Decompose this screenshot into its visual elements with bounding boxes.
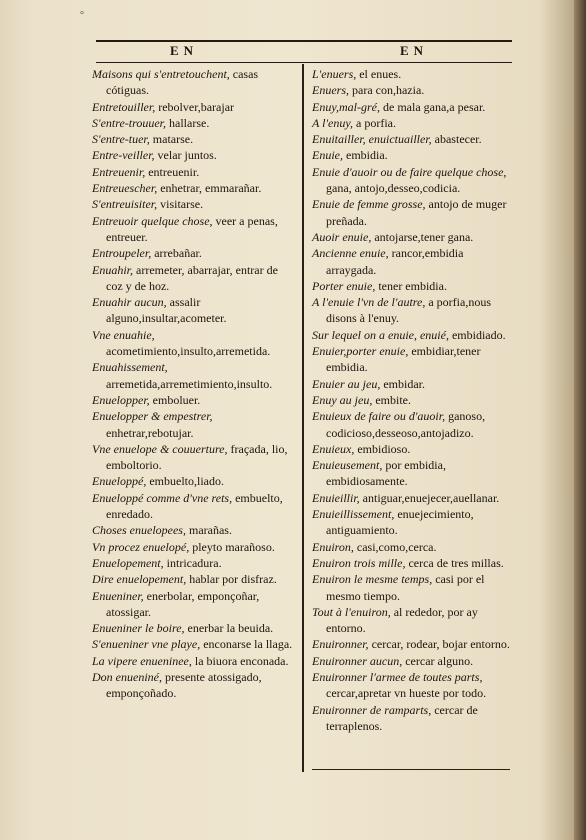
entry-translation: el enues. — [359, 67, 402, 81]
dictionary-entry — [92, 294, 296, 327]
entry-headword: Dire enuelopement, — [92, 572, 187, 587]
dictionary-entry — [312, 571, 514, 604]
dictionary-entry — [312, 408, 514, 441]
dictionary-entry — [92, 213, 296, 246]
entry-headword: Enueloppé, — [92, 474, 147, 489]
entry-headword: Enuy,mal-gré, — [312, 99, 380, 114]
entry-headword: Enuelopement, — [92, 555, 164, 570]
dictionary-entry — [312, 196, 514, 229]
dictionary-entry — [312, 131, 514, 147]
entry-headword: Enuieusement, — [312, 458, 383, 473]
entry-headword: Enuironner de ramparts, — [312, 702, 432, 717]
dictionary-entry — [92, 490, 296, 523]
entry-headword: Entroupeler, — [92, 246, 152, 261]
entry-headword: Entretouiller, — [92, 99, 156, 114]
dictionary-entry — [92, 245, 296, 261]
entry-translation: gana, antojo,desseo,codicia. — [326, 181, 461, 196]
dictionary-entry — [92, 522, 296, 538]
dictionary-entry — [312, 539, 514, 555]
entry-translation: arremeter, abarrajar, entrar de coz y de hoz. — [106, 262, 278, 293]
entry-translation: abastecer. — [434, 132, 482, 147]
dictionary-entry — [312, 99, 514, 115]
entry-translation: cerca de tres millas. — [408, 555, 504, 570]
entry-translation: emboluer. — [152, 392, 201, 407]
entry-translation: embidar. — [383, 376, 425, 391]
entry-translation: la biuora enconada. — [194, 653, 289, 668]
dictionary-entry — [312, 115, 514, 131]
dictionary-entry — [92, 164, 296, 180]
dictionary-entry — [92, 66, 296, 99]
dictionary-entry — [92, 359, 296, 392]
entry-headword: Enuironner, — [312, 637, 369, 652]
entry-translation: arrebañar. — [154, 246, 202, 261]
entry-translation: intricadura. — [166, 555, 222, 570]
entry-headword: Choses enuelopees, — [92, 523, 186, 538]
dictionary-entry — [312, 66, 514, 82]
entry-translation: cercar, rodear, bojar entorno. — [371, 637, 510, 652]
entry-headword: Entreuoir quelque chose, — [92, 213, 213, 228]
entry-headword: Don enueniné, — [92, 669, 162, 684]
corner-mark: ° — [80, 10, 84, 21]
entry-headword: Vn procez enuelopé, — [92, 539, 190, 554]
entry-translation: a porfia. — [356, 115, 396, 130]
entry-headword: Maisons qui s'entretouchent, — [92, 67, 230, 81]
dictionary-entry — [312, 343, 514, 376]
entry-translation: veer a penas, entreuer. — [106, 213, 278, 244]
entry-translation: de mala gana,a pesar. — [383, 99, 486, 114]
entry-translation: antojarse,tener gana. — [374, 229, 474, 244]
entry-headword: A l'enuy, — [312, 115, 354, 130]
entry-translation: hablar por disfraz. — [189, 572, 277, 587]
entry-headword: Enuahir, — [92, 262, 134, 277]
entry-headword: Enuier au jeu, — [312, 376, 381, 391]
entry-translation: fraçada, lio, emboltorio. — [106, 441, 288, 473]
dictionary-entry — [92, 571, 296, 587]
entry-translation: embidiar,tener embidia. — [326, 344, 481, 375]
entry-headword: Porter enuie, — [312, 278, 376, 293]
entry-translation: enhetrar, emmarañar. — [160, 181, 262, 196]
column-divider — [302, 64, 304, 772]
entry-translation: al rededor, por ay entorno. — [326, 604, 478, 636]
entry-headword: Entreuenir, — [92, 164, 146, 179]
entry-translation: embite. — [375, 392, 411, 407]
entry-headword: Ancienne enuie, — [312, 246, 389, 261]
entry-headword: La vipere enueninee, — [92, 653, 192, 668]
header-rule-bottom — [96, 62, 512, 63]
entry-translation: marañas. — [188, 523, 232, 538]
entry-headword: Sur lequel on a enuie, enuié, — [312, 327, 449, 342]
dictionary-entry — [312, 245, 514, 278]
dictionary-entry — [312, 457, 514, 490]
entry-headword: Entre-veiller, — [92, 148, 155, 163]
dictionary-entry — [312, 490, 514, 506]
entry-headword: Entreuescher, — [92, 181, 158, 196]
entry-headword: A l'enuie l'vn de l'autre, — [312, 295, 426, 310]
entry-translation: para con,hazia. — [352, 83, 425, 98]
dictionary-entry — [92, 441, 296, 474]
entry-headword: Enuie de femme grosse, — [312, 197, 426, 212]
entry-translation: entreuenir. — [148, 164, 200, 179]
entry-translation: hallarse. — [169, 115, 210, 130]
entry-translation: enerbolar, emponçoñar, atossigar. — [106, 588, 260, 619]
entry-headword: Enuie d'auoir ou de faire quelque chose, — [312, 164, 507, 179]
entry-headword: Enuieux, — [312, 441, 355, 456]
dictionary-entry — [312, 392, 514, 408]
dictionary-entry — [312, 506, 514, 539]
entry-headword: Enueniner le boire, — [92, 621, 185, 636]
entry-headword: L'enuers, — [312, 67, 357, 81]
entry-headword: Enuironner l'armee de toutes parts, — [312, 669, 483, 684]
entry-translation: arremetida,arremetimiento,insulto. — [106, 376, 273, 391]
right-column — [312, 66, 514, 734]
dictionary-entry — [92, 636, 296, 652]
dictionary-entry — [92, 669, 296, 702]
dictionary-entry — [92, 115, 296, 131]
entry-headword: Enuelopper, — [92, 392, 150, 407]
dictionary-entry — [312, 327, 514, 343]
entry-headword: Tout à l'enuiron, — [312, 604, 391, 619]
dictionary-entry — [312, 636, 514, 652]
entry-headword: Enuironner aucun, — [312, 653, 403, 668]
entry-headword: S'entre-tuer, — [92, 132, 150, 147]
entry-translation: velar juntos. — [157, 148, 217, 163]
entry-translation: pleyto marañoso. — [192, 539, 275, 554]
entry-headword: Enuy au jeu, — [312, 392, 373, 407]
entry-headword: Enueloppé comme d'vne rets, — [92, 490, 233, 505]
dictionary-entry — [92, 408, 296, 441]
entry-translation: casas cótiguas. — [106, 67, 259, 98]
entry-translation: cercar,apretar vn hueste por todo. — [326, 686, 487, 701]
entry-translation: embuelto, enredado. — [106, 490, 283, 522]
dictionary-entry — [92, 262, 296, 295]
dictionary-entry — [312, 555, 514, 571]
dictionary-entry — [312, 441, 514, 457]
dictionary-entry — [92, 555, 296, 571]
entry-translation: embidiado. — [451, 327, 506, 342]
entry-translation: casi,como,cerca. — [356, 539, 437, 554]
entry-headword: Vne enuelope & couuerture, — [92, 441, 228, 456]
dictionary-entry — [312, 604, 514, 637]
entry-headword: Enuelopper & empestrer, — [92, 409, 213, 424]
entry-translation: cercar de terraplenos. — [326, 702, 478, 733]
entry-headword: Enuie, — [312, 148, 343, 163]
entry-headword: Enuitailler, enuictuailler, — [312, 132, 432, 147]
dictionary-entry — [312, 147, 514, 163]
entry-translation: casi por el mesmo tiempo. — [326, 572, 485, 603]
header-rule-top — [96, 40, 512, 42]
dictionary-entry — [312, 294, 514, 327]
entry-translation: embidioso. — [357, 441, 411, 456]
entry-headword: Enuieillissement, — [312, 507, 395, 522]
entry-translation: assalir alguno,insultar,acometer. — [106, 295, 227, 326]
page-gutter-shadow — [574, 0, 586, 840]
entry-translation: embuelto,liado. — [149, 474, 224, 489]
dictionary-entry — [92, 653, 296, 669]
dictionary-entry — [312, 669, 514, 702]
entry-headword: Enuahissement, — [92, 360, 168, 375]
dictionary-entry — [92, 588, 296, 621]
entry-translation: antiguar,enuejecer,auellanar. — [362, 490, 500, 505]
column-end-rule — [312, 769, 510, 770]
entry-translation: ganoso, codicioso,desseoso,antojadizo. — [326, 409, 486, 440]
entry-translation: enerbar la beuida. — [187, 621, 274, 636]
dictionary-entry — [92, 392, 296, 408]
running-head-right: EN — [400, 43, 429, 58]
entry-headword: Enueniner, — [92, 588, 144, 603]
entry-translation: visitarse. — [160, 197, 204, 212]
left-column — [92, 66, 296, 702]
entry-translation: por embidia, embidiosamente. — [326, 458, 446, 489]
entry-headword: Enuieux de faire ou d'auoir, — [312, 409, 446, 424]
entry-headword: Vne enuahie, — [92, 327, 155, 342]
entry-headword: Enuiron, — [312, 539, 354, 554]
entry-headword: S'entre-trouuer, — [92, 115, 166, 130]
entry-headword: S'entreuisiter, — [92, 197, 158, 212]
entry-translation: enhetrar,rebotujar. — [106, 425, 194, 440]
dictionary-entry — [92, 327, 296, 360]
entry-translation: tener embidia. — [378, 278, 447, 293]
dictionary-entry — [312, 376, 514, 392]
dictionary-entry — [312, 702, 514, 735]
dictionary-entry — [92, 620, 296, 636]
dictionary-entry — [92, 196, 296, 212]
entry-translation: a porfia,nous disons à l'enuy. — [326, 295, 491, 326]
entry-headword: Enuier,porter enuie, — [312, 344, 409, 359]
entry-headword: Enuiron le mesme temps, — [312, 572, 433, 587]
entry-headword: Enuers, — [312, 83, 349, 98]
entry-translation: enuejecimiento, antiguamiento. — [326, 507, 474, 538]
entry-translation: enconarse la llaga. — [203, 637, 293, 652]
dictionary-entry — [312, 229, 514, 245]
dictionary-entry — [92, 99, 296, 115]
entry-headword: Auoir enuie, — [312, 229, 372, 244]
entry-translation: matarse. — [152, 132, 194, 147]
dictionary-entry — [92, 539, 296, 555]
dictionary-entry — [312, 653, 514, 669]
dictionary-entry — [92, 131, 296, 147]
entry-translation: antojo de muger preñada. — [326, 197, 507, 228]
entry-headword: Enuieillir, — [312, 490, 360, 505]
entry-translation: rebolver,barajar — [158, 99, 235, 114]
dictionary-entry — [92, 180, 296, 196]
entry-headword: S'enueniner vne playe, — [92, 637, 201, 652]
entry-translation: acometimiento,insulto,arremetida. — [106, 344, 271, 359]
dictionary-entry — [312, 278, 514, 294]
dictionary-entry — [312, 82, 514, 98]
entry-headword: Enuahir aucun, — [92, 295, 167, 310]
dictionary-entry — [92, 473, 296, 489]
dictionary-entry — [92, 147, 296, 163]
dictionary-entry — [312, 164, 514, 197]
entry-translation: cercar alguno. — [405, 653, 474, 668]
entry-headword: Enuiron trois mille, — [312, 555, 406, 570]
entry-translation: embidia. — [346, 148, 388, 163]
entry-translation: rancor,embidia arraygada. — [326, 246, 464, 277]
entry-translation: presente atossigado, emponçoñado. — [106, 669, 262, 701]
running-head-left: EN — [170, 43, 199, 58]
